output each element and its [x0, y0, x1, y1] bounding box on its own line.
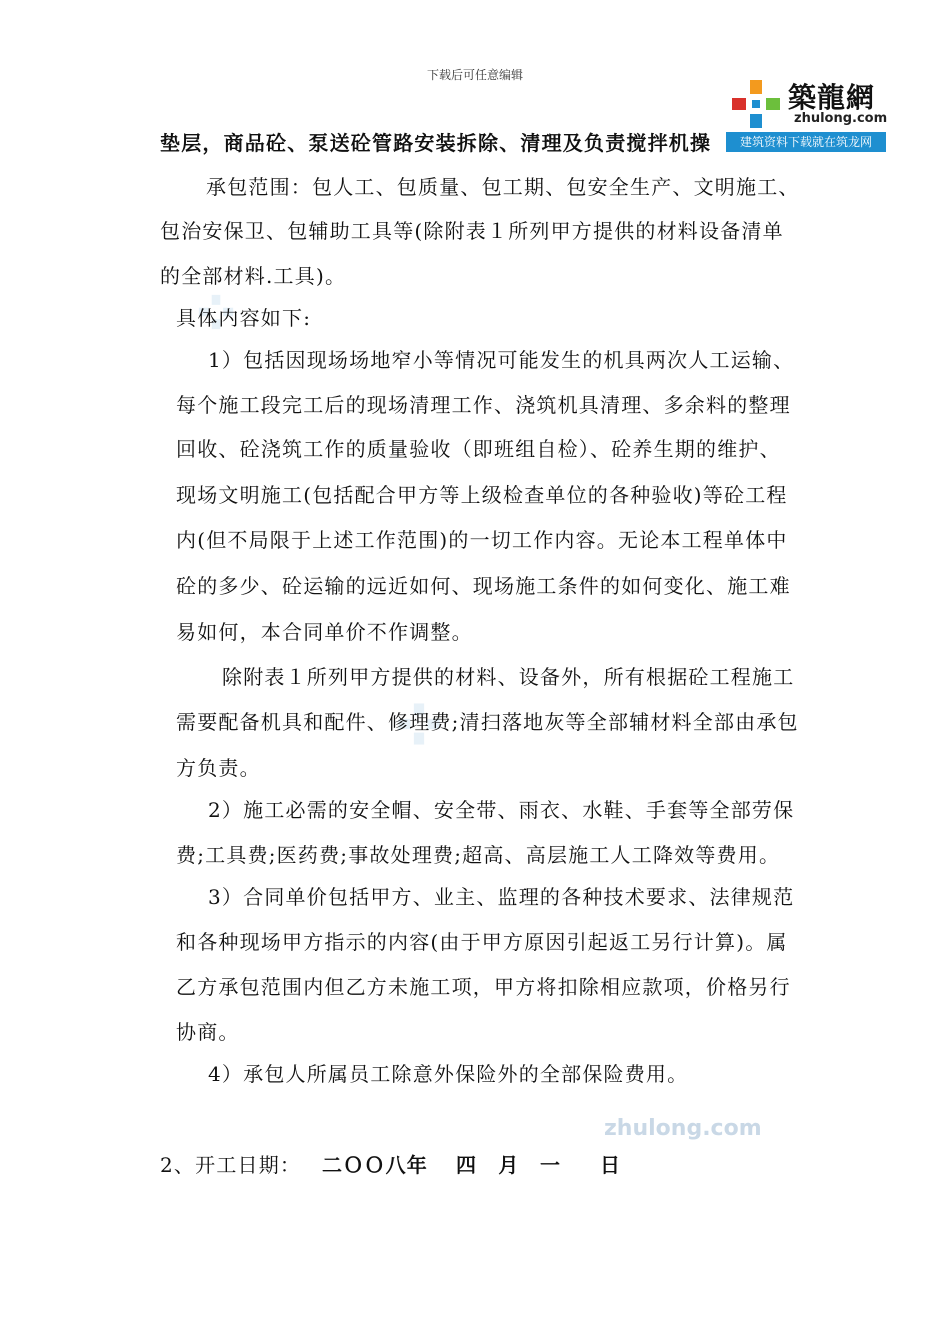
item2-line-2: 费;工具费;医药费;事故处理费;超高、高层施工人工降效等费用。 — [176, 843, 781, 867]
item3-line-3: 乙方承包范围内但乙方未施工项，甲方将扣除相应款项，价格另行 — [176, 975, 791, 999]
start-date-day: 一 — [540, 1153, 562, 1177]
body-line-5: 具体内容如下: — [176, 306, 312, 330]
logo-tagline: 建筑资料下载就在筑龙网 — [726, 132, 886, 152]
start-date-year: 二ＯＯ八年 — [322, 1153, 428, 1177]
logo-site: zhulong.com — [794, 111, 888, 126]
item1-line-4: 现场文明施工(包括配合甲方等上级检查单位的各种验收)等砼工程 — [176, 483, 788, 507]
logo-name-cn: 築龍網 — [788, 81, 876, 114]
logo-pinwheel-icon — [728, 76, 784, 132]
header-note: 下载后可任意编辑 — [426, 68, 523, 82]
item1-line-3: 回收、砼浇筑工作的质量验收（即班组自检）、砼养生期的维护、 — [176, 437, 781, 461]
start-date-day-unit: 日 — [600, 1153, 622, 1177]
item3-line-4: 协商。 — [176, 1020, 240, 1044]
para2-line-1: 除附表１所列甲方提供的材料、设备外，所有根据砼工程施工 — [222, 665, 795, 689]
body-line-3: 包治安保卫、包辅助工具等(除附表１所列甲方提供的材料设备清单 — [160, 219, 784, 243]
para2-line-2: 需要配备机具和配件、修理费;清扫落地灰等全部辅材料全部由承包 — [176, 710, 799, 734]
item1-line-7: 易如何，本合同单价不作调整。 — [176, 620, 473, 644]
item1-line-2: 每个施工段完工后的现场清理工作、浇筑机具清理、多余料的整理 — [176, 393, 791, 417]
body-line-2: 承包范围：包人工、包质量、包工期、包安全生产、文明施工、 — [206, 175, 800, 199]
para2-line-3: 方负责。 — [176, 756, 261, 780]
item3-line-2: 和各种现场甲方指示的内容(由于甲方原因引起返工另行计算)。属 — [176, 930, 788, 954]
item3-line-1: 3）合同单价包括甲方、业主、监理的各种技术要求、法律规范 — [208, 885, 795, 909]
watermark-text: zhulong.com — [604, 1116, 762, 1141]
item1-line-5: 内(但不局限于上述工作范围)的一切工作内容。无论本工程单体中 — [176, 528, 788, 552]
start-date-month: 四 月 — [456, 1153, 520, 1177]
start-date-label: 2、开工日期： — [160, 1153, 302, 1177]
zhulong-logo — [726, 74, 886, 154]
item2-line-1: 2）施工必需的安全帽、安全带、雨衣、水鞋、手套等全部劳保 — [208, 798, 795, 822]
item1-line-6: 砼的多少、砼运输的远近如何、现场施工条件的如何变化、施工难 — [176, 574, 791, 598]
body-line-4: 的全部材料.工具)。 — [160, 264, 347, 288]
item4-line-1: 4）承包人所属员工除意外保险外的全部保险费用。 — [208, 1062, 689, 1086]
item1-line-1: 1）包括因现场场地窄小等情况可能发生的机具两次人工运输、 — [208, 348, 795, 372]
body-line-1: 垫层，商品砼、泵送砼管路安装拆除、清理及负责搅拌机操 — [160, 131, 712, 155]
